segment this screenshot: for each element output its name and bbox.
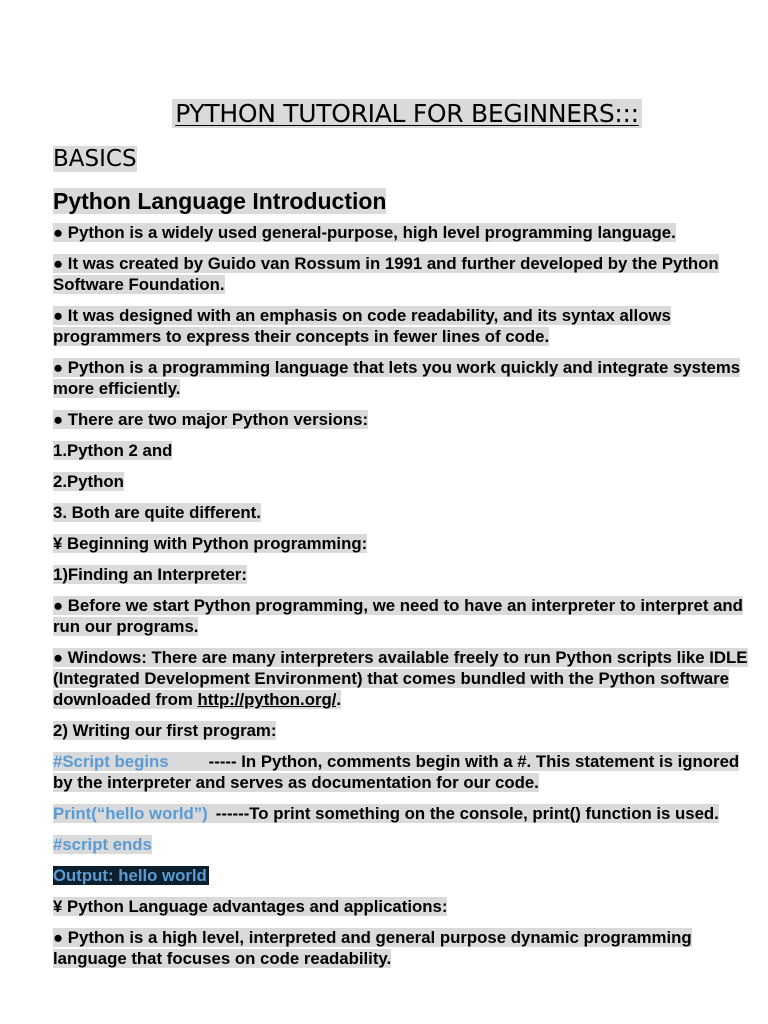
paragraph: ● Before we start Python programming, we need to have an interpreter to interpret and run our programs. [53,596,743,636]
code-script-begins: #Script begins [53,752,169,771]
list-item: 1.Python 2 and [53,441,173,460]
paragraph: ● Python is a programming language that lets you work quickly and integrate systems more efficiently. [53,358,741,398]
code-output-line [53,865,761,886]
code-script-ends: #script ends [53,835,152,854]
paragraph: 1)Finding an Interpreter: [53,565,247,584]
paragraph: ● Python is a widely used general-purpose, high level programming language. [53,223,676,242]
section-heading: BASICS [53,146,137,172]
subsection-heading: Python Language Introduction [53,188,387,214]
paragraph: 2) Writing our first program: [53,721,277,740]
paragraph: ● It was designed with an emphasis on code readability, and its syntax allows programmers to express their concepts in fewer lines of code. [53,306,671,346]
python-org-link[interactable]: http://python.org/ [197,690,337,709]
paragraph: ¥ Beginning with Python programming: [53,534,368,553]
paragraph: ● It was created by Guido van Rossum in 1991 and further developed by the Python Software Foundation. [53,254,719,294]
paragraph: ¥ Python Language advantages and applications: [53,897,448,916]
windows-paragraph: ● Windows: There are many interpreters available freely to run Python scripts like IDLE (Integrated Development Environment) that comes bundled with the Python software downloaded from http://python.org/. [53,648,748,709]
paragraph: ● Python is a high level, interpreted and general purpose dynamic programming language that focuses on code readability. [53,928,692,968]
paragraph: ● There are two major Python versions: [53,410,369,429]
list-item: 2.Python [53,472,124,491]
code-print-line: Print(“hello world”) ------To print something on the console, print() function is used. [53,804,719,823]
code-output: Output: hello world [53,866,207,885]
document-page [53,96,761,979]
code-print: Print(“hello world”) [53,804,208,823]
list-item: 3. Both are quite different. [53,503,261,522]
code-script-ends-line [53,834,761,855]
code-comment-line: #Script begins ----- In Python, comments begin with a #. This statement is ignored by the interpreter and serves as documentation for our code. [53,752,740,792]
document-title: PYTHON TUTORIAL FOR BEGINNERS::: [53,96,761,132]
